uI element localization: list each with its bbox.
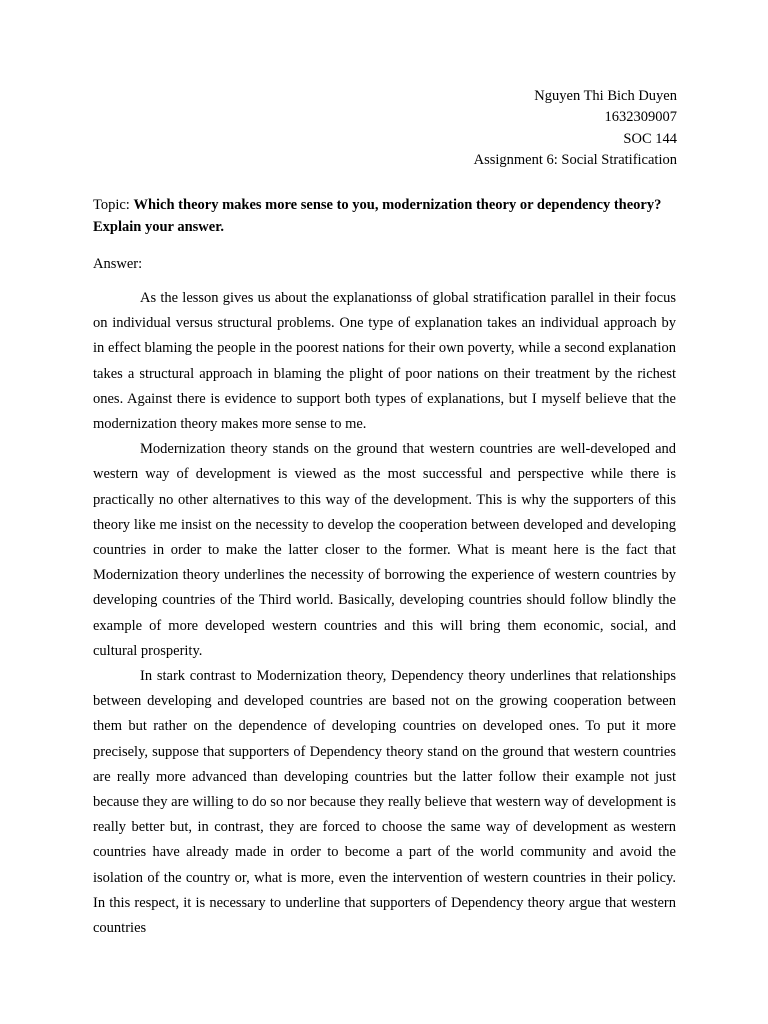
topic-label: Topic: xyxy=(93,197,130,213)
paragraph: As the lesson gives us about the explanationss of global stratification parallel in their focus on individual versus structural problems. One type of explanation takes an individual approach by in effect blaming the people in the poorest nations for their own poverty, while a second explanation takes a structural approach in blaming the plight of poor nations on their treatment by the richest ones. Against there is evidence to support both types of explanations, but I myself believe that the modernization theory makes more sense to me. xyxy=(93,290,676,433)
topic-question: Which theory makes more sense to you, modernization theory or dependency theory? Explain your answer. xyxy=(93,197,662,235)
author-name: Nguyen Thi Bich Duyen xyxy=(534,88,677,104)
topic-block xyxy=(93,195,673,238)
course-code: SOC 144 xyxy=(623,130,677,147)
answer-body xyxy=(93,286,676,941)
author-header xyxy=(474,86,677,171)
answer-label: Answer: xyxy=(93,256,143,272)
student-id: 1632309007 xyxy=(604,109,677,126)
paragraph: In stark contrast to Modernization theory, Dependency theory underlines that relationships between developing and developed countries are based not on the growing cooperation between them but rather on the dependence of developing countries on developed ones. To put it more precisely, suppose that supporters of Dependency theory stand on the ground that western countries are really more advanced than developing countries but the latter follow their example not just because they are willing to do so nor because they really believe that western way of development is really better but, in contrast, they are forced to choose the same way of development as western countries have already made in order to become a part of the world community and avoid the isolation of the country or, what is more, even the intervention of western countries in their policy. In this respect, it is necessary to underline that supporters of Dependency theory argue that western countries xyxy=(93,668,676,937)
paragraph: Modernization theory stands on the ground that western countries are well-developed and western way of development is viewed as the most successful and perspective while there is practically no other alternatives to this way of the development. This is why the supporters of this theory like me insist on the necessity to develop the cooperation between developed and developing countries in order to make the latter closer to the former. What is meant here is the fact that Modernization theory underlines the necessity of borrowing the experience of western countries by developing countries of the Third world. Basically, developing countries should follow blindly the example of more developed western countries and this will bring them economic, social, and cultural prosperity. xyxy=(93,441,676,659)
assignment-title: Assignment 6: Social Stratification xyxy=(473,151,677,168)
